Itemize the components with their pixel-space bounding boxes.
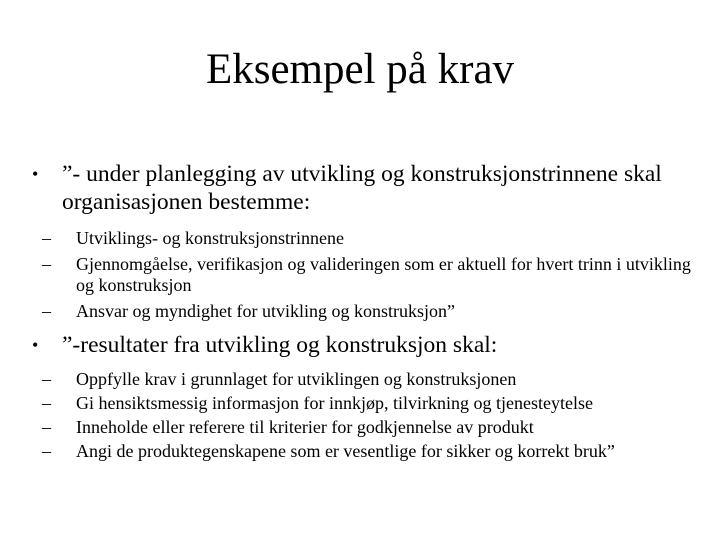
sub-item-text: Gi hensiktsmessig informasjon for innkjøp, tilvirkning og tjenesteytelse xyxy=(76,393,593,413)
sub-item-text: Gjennomgåelse, verifikasjon og valideringen som er aktuell for hvert trinn i utvikling og konstruksjon xyxy=(76,253,691,295)
sub-item-text: Angi de produktegenskapene som er vesentlige for sikker og korrekt bruk” xyxy=(76,441,615,461)
bullet-list xyxy=(32,160,692,463)
dash-icon: – xyxy=(42,441,51,461)
bullet-text: ”- under planlegging av utvikling og konstruksjonstrinnene skal organisasjonen bestemme: xyxy=(62,161,662,215)
sub-item xyxy=(42,393,706,415)
dash-icon: – xyxy=(42,253,51,274)
dash-icon: – xyxy=(42,393,51,413)
sub-list-results xyxy=(32,369,692,463)
sub-item xyxy=(42,441,706,463)
bullet-item-results xyxy=(32,331,692,359)
sub-item xyxy=(42,301,706,323)
bullet-item-planning xyxy=(32,160,692,216)
sub-item-text: Ansvar og myndighet for utvikling og konstruksjon” xyxy=(76,300,455,321)
bullet-icon: • xyxy=(32,164,39,184)
sub-list-planning xyxy=(32,228,692,322)
dash-icon: – xyxy=(42,300,51,321)
sub-item-text: Oppfylle krav i grunnlaget for utviklingen og konstruksjonen xyxy=(76,369,517,389)
dash-icon: – xyxy=(42,417,51,437)
sub-item xyxy=(42,254,706,297)
sub-item xyxy=(42,228,706,250)
slide-title: Eksempel på krav xyxy=(205,46,515,93)
sub-item xyxy=(42,369,706,391)
bullet-icon: • xyxy=(32,335,39,355)
sub-item-text: Utviklings- og konstruksjonstrinnene xyxy=(76,228,344,248)
sub-item xyxy=(42,417,706,439)
dash-icon: – xyxy=(42,228,51,248)
dash-icon: – xyxy=(42,369,51,389)
bullet-text: ”-resultater fra utvikling og konstruksjon skal: xyxy=(62,332,498,358)
sub-item-text: Inneholde eller referere til kriterier for godkjennelse av produkt xyxy=(76,417,534,437)
